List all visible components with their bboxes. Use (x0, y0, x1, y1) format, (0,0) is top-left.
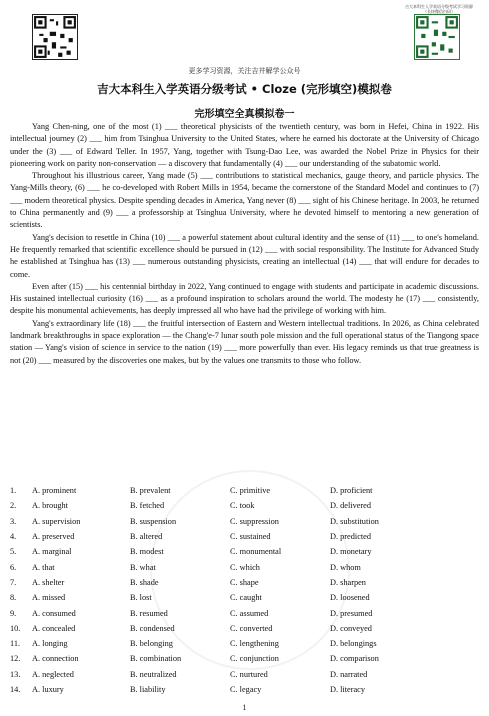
option-row (10, 575, 479, 590)
option-row (10, 559, 479, 574)
option-c: C. primitive (230, 486, 271, 496)
option-row (10, 514, 479, 529)
option-b: B. modest (130, 547, 164, 557)
option-d: D. substitution (330, 516, 379, 526)
passage-paragraph: Yang's extraordinary life (18) ___ the fruitful intersection of Eastern and Western intellectual traditions. In 2026, as China celebrated landmark breakthroughs in space exploration — the Chang'e-7 lunar south pole mission and the full operational status of the Tiangong space station — Yang's vision of science in service to the nation (19) ___ more powerfully than ever. His legacy reminds us that true greatness is not (20) ___ measured by the discoveries one makes, but by the values one transmits to those who follow. (10, 318, 479, 365)
option-b: B. resumed (130, 608, 168, 618)
option-b: B. condensed (130, 623, 175, 633)
passage-paragraph: Yang's decision to resettle in China (10) ___ a powerful statement about cultural identity and the sense of (11) ___ to one's homeland. He frequently remarked that scientific excellence should be pursued in (12) ___ with social responsibility. The Institute for Advanced Study he established at Tsinghua has (13) ___ numerous outstanding physicists, creating an intellectual (14) ___ that will endure for decades to come. (10, 232, 479, 279)
option-c: C. lengthening (230, 639, 279, 649)
option-c: C. legacy (230, 685, 262, 694)
answer-options (10, 483, 479, 697)
passage-paragraph: Yang Chen-ning, one of the most (1) ___ theoretical physicists of the twentieth century, was born in Hefei, China in 1922. His intellectual journey (2) ___ him from Tsinghua University to the United States, where he earned his doctorate at the University of Chicago under the (3) ___ of Edward Teller. In 1957, Yang, together with Tsung-Dao Lee, was awarded the Nobel Prize in Physics for their pioneering work on parity non-conservation — a discovery that fundamentally (4) ___ our understanding of the subatomic world. (10, 122, 479, 168)
option-a: A. consumed (32, 608, 76, 618)
option-d: D. loosened (330, 593, 370, 603)
option-a: A. prominent (32, 486, 77, 496)
option-row (10, 498, 479, 513)
qr-code-icon (33, 15, 77, 59)
question-number: 9. (10, 608, 17, 618)
option-b: B. suspension (130, 516, 177, 526)
question-number: 13. (10, 669, 21, 679)
option-d: D. narrated (330, 669, 368, 679)
option-a: A. preserved (32, 532, 75, 542)
option-c: C. converted (230, 623, 273, 633)
option-row (10, 590, 479, 605)
qr-code-right (414, 14, 460, 60)
option-b: B. neutralized (130, 669, 177, 679)
question-number: 7. (10, 577, 17, 587)
option-a: A. luxury (32, 685, 64, 694)
question-number: 8. (10, 593, 17, 603)
page-number: 1 (242, 703, 247, 712)
option-d: D. sharpen (330, 577, 366, 587)
option-c: C. nurtured (230, 669, 268, 679)
option-a: A. neglected (32, 669, 74, 679)
option-d: D. comparison (330, 654, 379, 664)
option-d: D. belongings (330, 639, 377, 649)
option-a: A. shelter (32, 577, 65, 587)
option-b: B. liability (130, 685, 166, 694)
option-c: C. suppression (230, 516, 279, 526)
question-number: 5. (10, 547, 17, 557)
qr-code-icon (415, 15, 459, 59)
option-d: D. delivered (330, 501, 372, 511)
cloze-passage (10, 121, 479, 367)
question-number: 10. (10, 623, 21, 633)
option-c: C. which (230, 562, 260, 572)
option-c: C. assumed (230, 608, 269, 618)
option-d: D. monetary (330, 547, 372, 557)
option-d: D. predicted (330, 532, 372, 542)
option-row (10, 544, 479, 559)
promo-text: 更多学习资源，关注吉井解学公众号 (188, 67, 301, 75)
option-row (10, 483, 479, 498)
document-title: 吉大本科生入学英语分级考试 • Cloze (完形填空)模拟卷 (97, 82, 392, 96)
passage-paragraph: Throughout his illustrious career, Yang made (5) ___ contributions to statistical mechanics, gauge theory, and particle physics. The Yang-Mills theory, (6) ___ he co-developed with Robert Mills in 1954, became the cornerstone of the Standard Model and continues to (7) ___ modern theoretical physics. Despite spending decades in America, Yang never (8) ___ sight of his Chinese heritage. In 2003, he returned to China permanently and (9) ___ a professorship at Tsinghua University, where he devoted himself to mentoring a new generation of scientists. (10, 171, 479, 230)
question-number: 3. (10, 516, 17, 526)
option-row (10, 682, 479, 697)
option-c: C. conjunction (230, 654, 279, 664)
passage-paragraph: Even after (15) ___ his centennial birthday in 2022, Yang continued to engage with students and participate in academic discussions. His sustained intellectual curiosity (16) ___ as a profound inspiration to scholars around the world. The modesty he (17) ___ consistently, despite his monumental achievements, has deeply impressed all who have had the privilege of working with him. (10, 281, 479, 316)
option-c: C. took (230, 501, 255, 511)
option-c: C. shape (230, 577, 259, 587)
option-a: A. connection (32, 654, 79, 664)
option-b: B. combination (130, 654, 182, 664)
question-number: 12. (10, 654, 21, 664)
option-row (10, 605, 479, 620)
option-a: A. concealed (32, 623, 76, 633)
question-number: 11. (10, 639, 21, 649)
option-a: A. missed (32, 593, 66, 603)
option-c: C. caught (230, 593, 262, 603)
question-number: 6. (10, 562, 17, 572)
qr-code-left (32, 14, 78, 60)
option-c: C. monumental (230, 547, 282, 557)
option-row (10, 529, 479, 544)
option-b: B. belonging (130, 639, 173, 649)
option-b: B. lost (130, 593, 152, 603)
option-a: A. brought (32, 501, 68, 511)
qr-caption: 吉大本科生入学英语分级考试学习资源（长按微信扫码） (405, 4, 473, 14)
option-a: A. marginal (32, 547, 72, 557)
option-d: D. conveyed (330, 623, 372, 633)
option-row (10, 651, 479, 666)
option-a: A. supervision (32, 516, 81, 526)
option-d: D. whom (330, 562, 361, 572)
option-b: B. what (130, 562, 156, 572)
question-number: 4. (10, 532, 17, 542)
question-number: 14. (10, 685, 21, 694)
option-b: B. prevalent (130, 486, 171, 496)
option-row (10, 636, 479, 651)
option-c: C. sustained (230, 532, 271, 542)
option-a: A. longing (32, 639, 68, 649)
option-row (10, 667, 479, 682)
option-d: D. literacy (330, 685, 366, 694)
question-number: 1. (10, 486, 17, 496)
option-b: B. shade (130, 577, 159, 587)
option-a: A. that (32, 562, 55, 572)
option-d: D. proficient (330, 486, 373, 496)
option-d: D. presumed (330, 608, 373, 618)
option-b: B. altered (130, 532, 163, 542)
document-subtitle: 完形填空全真模拟卷一 (194, 109, 295, 120)
question-number: 2. (10, 501, 17, 511)
option-b: B. fetched (130, 501, 165, 511)
option-row (10, 621, 479, 636)
